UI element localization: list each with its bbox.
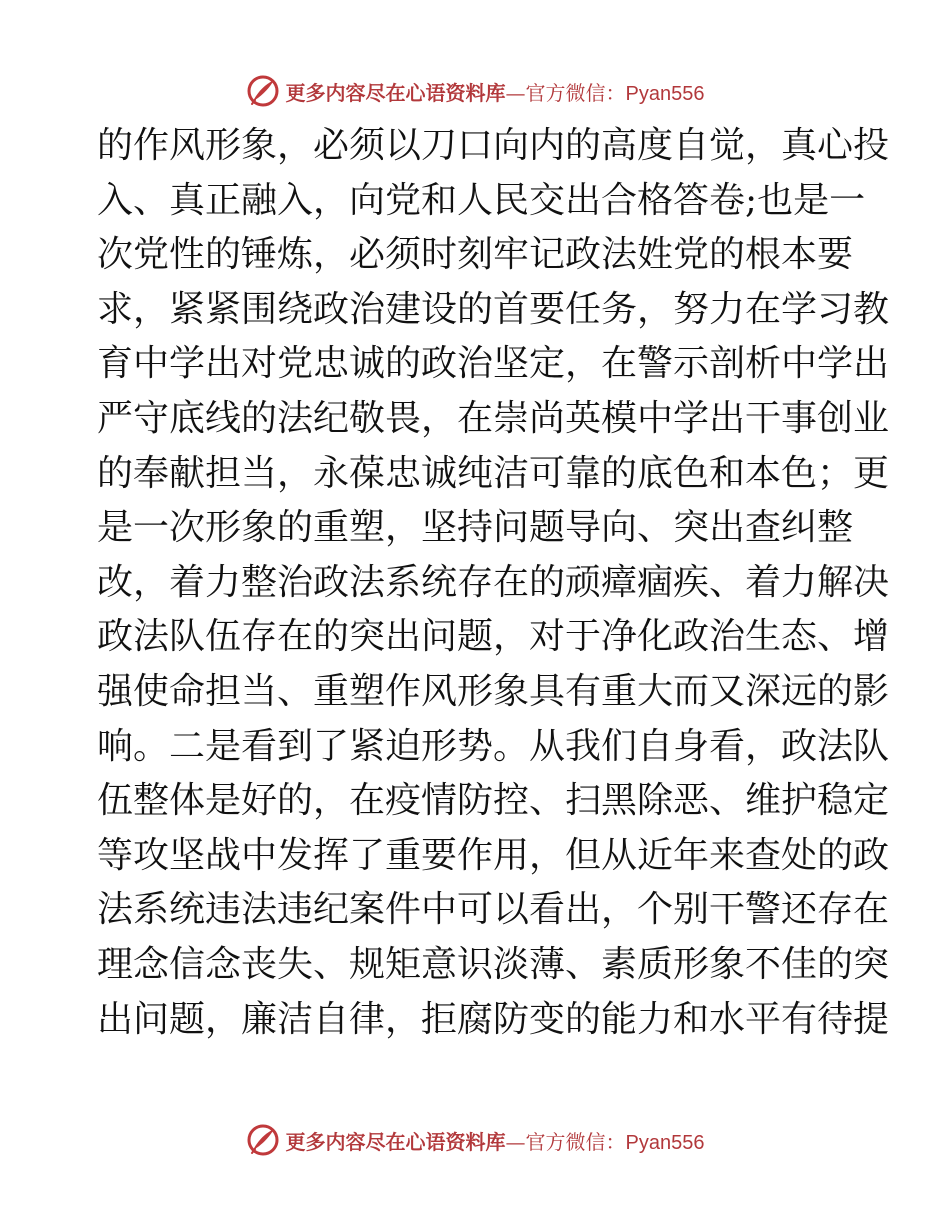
body-line: 改，着力整治政法系统存在的顽瘴痼疾、着力解决 xyxy=(97,561,890,603)
body-line: 等攻坚战中发挥了重要作用，但从近年来查处的政 xyxy=(97,834,890,876)
body-line: 强使命担当、重塑作风形象具有重大而又深远的影 xyxy=(97,670,890,712)
banner-brand-text: 更多内容尽在心语资料库 xyxy=(285,80,506,105)
body-line: 的作风形象，必须以刀口向内的高度自觉，真心投 xyxy=(97,125,890,166)
header-banner xyxy=(0,71,950,111)
body-line: 理念信念丧失、规矩意识淡薄、素质形象不佳的突 xyxy=(97,943,890,985)
body-line: 政法队伍存在的突出问题，对于净化政治生态、增 xyxy=(97,616,890,658)
banner-wechat-id: Pyan556 xyxy=(625,82,705,105)
body-line: 育中学出对党忠诚的政治坚定，在警示剖析中学出 xyxy=(97,343,890,385)
body-line: 响。二是看到了紧迫形势。从我们自身看，政法队 xyxy=(97,725,890,767)
body-line: 的奉献担当，永葆忠诚纯洁可靠的底色和本色；更 xyxy=(97,452,890,494)
body-line: 伍整体是好的，在疫情防控、扫黑除恶、维护稳定 xyxy=(97,780,890,822)
banner-dash: — xyxy=(505,1129,526,1154)
document-body xyxy=(97,119,890,1047)
body-line: 是一次形象的重塑，坚持问题导向、突出查纠整 xyxy=(97,507,854,549)
banner-text xyxy=(286,77,705,106)
body-line: 严守底线的法纪敬畏，在崇尚英模中学出干事创业 xyxy=(97,397,890,439)
banner-official-label: 官方微信： xyxy=(525,80,626,105)
quill-logo-icon xyxy=(246,1123,280,1157)
body-line: 法系统违法违纪案件中可以看出，个别干警还存在 xyxy=(97,889,890,931)
body-line: 次党性的锤炼，必须时刻牢记政法姓党的根本要 xyxy=(97,234,854,276)
banner-brand-text: 更多内容尽在心语资料库 xyxy=(285,1129,506,1154)
quill-logo-icon xyxy=(246,74,280,108)
footer-banner xyxy=(0,1120,950,1160)
body-line: 出问题，廉洁自律，拒腐防变的能力和水平有待提 xyxy=(97,998,890,1040)
banner-dash: — xyxy=(505,80,526,105)
body-line: 求，紧紧围绕政治建设的首要任务，努力在学习教 xyxy=(97,288,890,330)
body-line: 入、真正融入，向党和人民交出合格答卷;也是一 xyxy=(97,179,866,221)
banner-text xyxy=(286,1126,705,1155)
banner-official-label: 官方微信： xyxy=(525,1129,626,1154)
banner-wechat-id: Pyan556 xyxy=(625,1131,705,1154)
